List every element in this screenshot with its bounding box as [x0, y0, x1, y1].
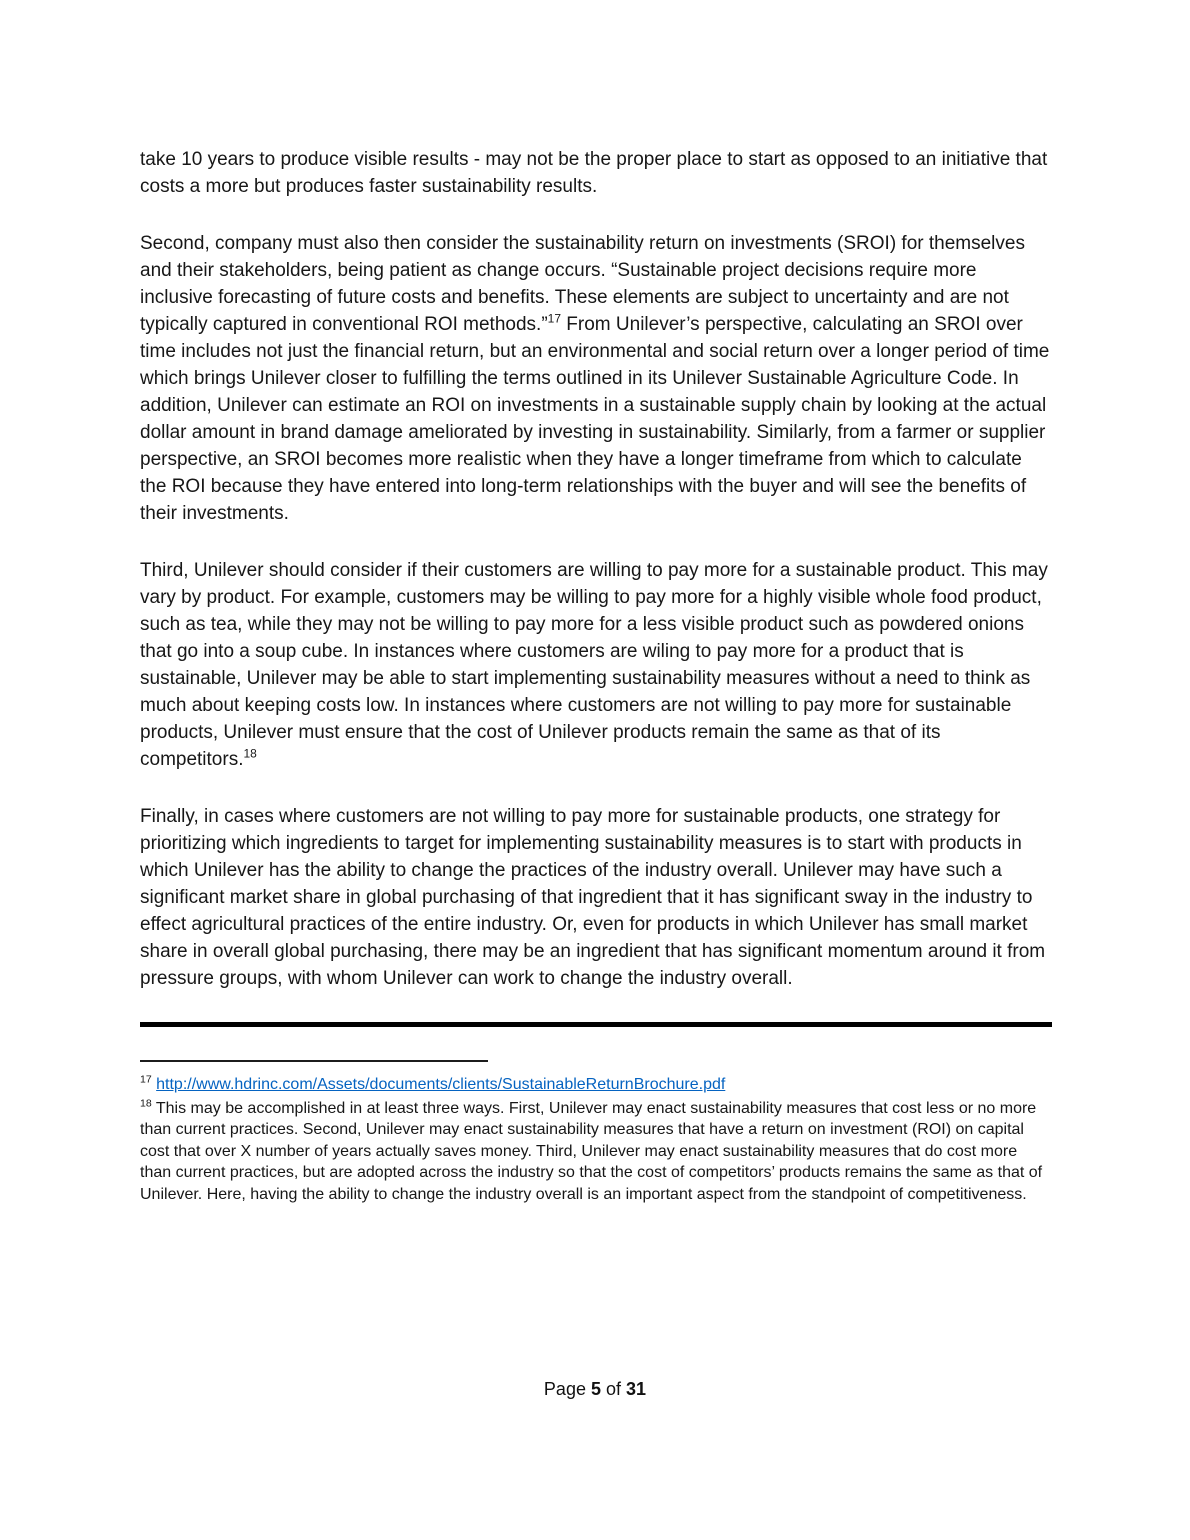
paragraph-second-sroi: [140, 230, 1052, 527]
footnote-17-number: 17: [140, 1073, 152, 1086]
footer-page-label: Page: [543, 1379, 586, 1399]
paragraph-third-text: Third, Unilever should consider if their customers are willing to pay more for a sustainable product. This may vary by product. For example, customers may be willing to pay more for a highly visible whole food product, such as tea, while they may not be willing to pay more for a less visible product such as powdered onions that go into a soup cube. In instances where customers are wiling to pay more for a product that is sustainable, Unilever may be able to start implementing sustainability measures without a need to think as much about keeping costs low. In instances where customers are not willing to pay more for sustainable products, Unilever must ensure that the cost of Unilever products remain the same as that of its competitors.: [140, 560, 1048, 770]
paragraph-second-text-continued: From Unilever’s perspective, calculating an SROI over time includes not just the financial return, but an environmental and social return over a longer period of time which brings Unilever closer to fulfilling the terms outlined in its Unilever Sustainable Agriculture Code. In addition, Unilever can estimate an ROI on investments in a sustainable supply chain by looking at the actual dollar amount in brand damage ameliorated by investing in sustainability. Similarly, from a farmer or supplier perspective, an SROI becomes more realistic when they have a longer timeframe from which to calculate the ROI because they have entered into long-term relationships with the buyer and will see the benefits of their investments.: [140, 314, 1050, 524]
footer-total-pages: 31: [626, 1379, 647, 1399]
footnote-18: [140, 1098, 1052, 1206]
page-body: [140, 146, 1052, 992]
footnote-18-text: This may be accomplished in at least three ways. First, Unilever may enact sustainability measures that cost less or no more than current practices. Second, Unilever may enact sustainability measures that have a return on investment (ROI) on capital cost that over X number of years actually saves money. Third, Unilever may enact sustainability measures that do cost more than current practices, but are adopted across the industry so that the cost of competitors’ products remains the same as that of Unilever. Here, having the ability to change the industry overall is an important aspect from the standpoint of competitiveness.: [140, 1099, 1043, 1203]
paragraph-finally-strategy: Finally, in cases where customers are not willing to pay more for sustainable products, one strategy for prioritizing which ingredients to target for implementing sustainability measures is to start with products in which Unilever has the ability to change the practices of the industry overall. Unilever may have such a significant market share in global purchasing of that ingredient that it has significant sway in the industry to effect agricultural practices of the entire industry. Or, even for products in which Unilever has small market share in overall global purchasing, there may be an ingredient that has significant momentum around it from pressure groups, with whom Unilever can work to change the industry overall.: [140, 806, 1046, 989]
footnote-separator-line: [140, 1060, 488, 1062]
paragraph-second-text: Second, company must also then consider the sustainability return on investments (SROI) for themselves and their stakeholders, being patient as change occurs. “Sustainable project decisions require more inclusive forecasting of future costs and benefits. These elements are subject to uncertainty and are not typically captured in conventional ROI methods.”: [140, 233, 1025, 335]
page-footer: [0, 1379, 1190, 1400]
section-divider-line: [140, 1022, 1052, 1027]
paragraph-continuation: take 10 years to produce visible results - may not be the proper place to start as opposed to an initiative that costs a more but produces faster sustainability results.: [140, 149, 1048, 197]
footnote-17: [140, 1074, 1052, 1096]
footnote-area: [140, 1060, 1052, 1205]
footer-of-label: of: [606, 1379, 622, 1399]
footnote-17-hyperlink[interactable]: http://www.hdrinc.com/Assets/documents/clients/SustainableReturnBrochure.pdf: [156, 1076, 726, 1093]
footnote-18-number: 18: [140, 1097, 152, 1110]
paragraph-third-willingness: [140, 557, 1052, 773]
footer-page-number: 5: [590, 1379, 601, 1399]
footnote-reference-17: 17: [547, 311, 562, 326]
footnote-reference-18: 18: [243, 746, 257, 761]
